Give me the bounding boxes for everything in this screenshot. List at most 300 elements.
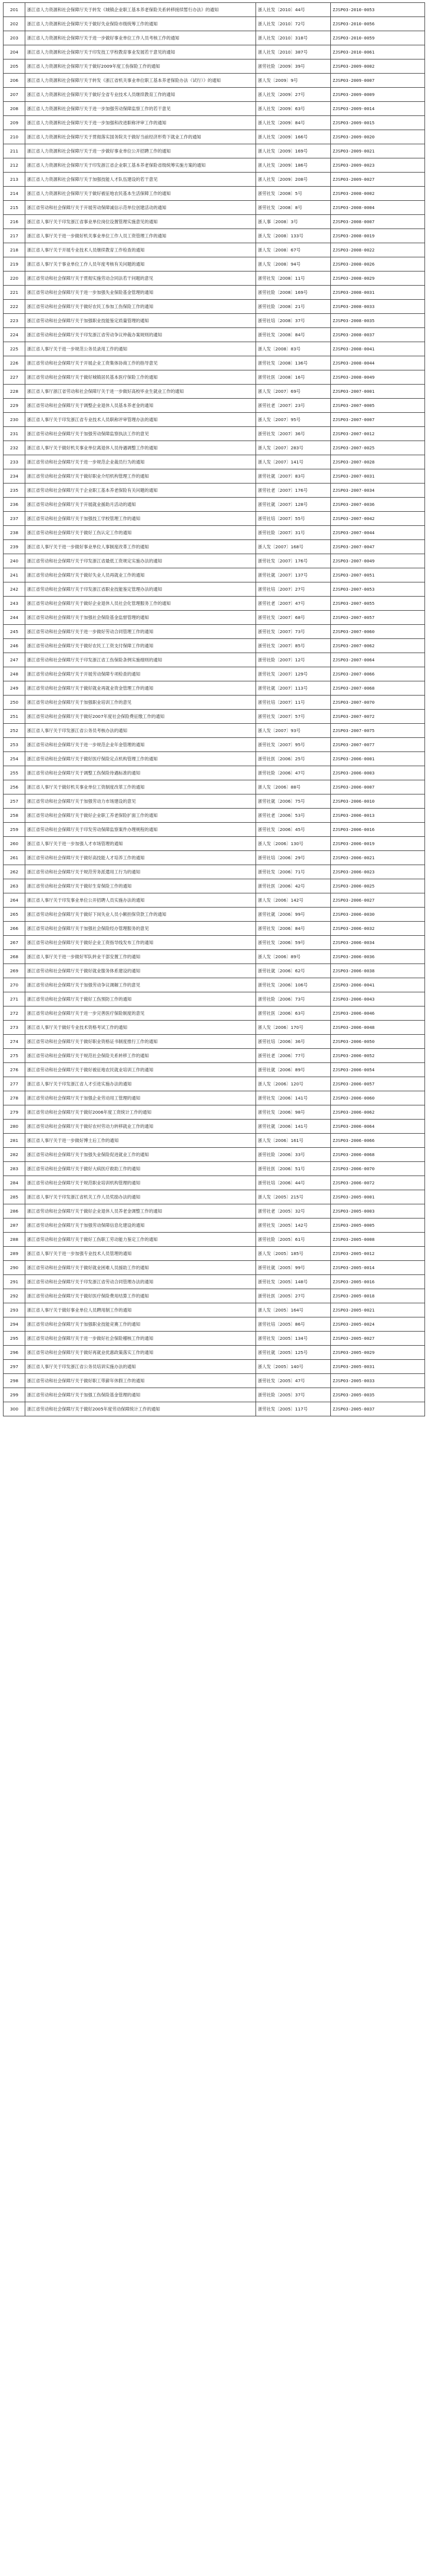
row-number: 237 <box>4 512 25 526</box>
registration-code: ZJSP03-2009-0015 <box>331 116 425 130</box>
document-number: 浙劳社险〔2005〕37号 <box>256 1388 331 1402</box>
document-number: 浙人社发〔2009〕84号 <box>256 116 331 130</box>
document-number: 浙劳社发〔2005〕47号 <box>256 1374 331 1388</box>
document-title: 浙江省劳动和社会保障厅关于加强失业保险促进就业工作的通知 <box>25 1148 256 1162</box>
table-row <box>4 738 425 752</box>
row-number: 246 <box>4 639 25 653</box>
row-number: 299 <box>4 1388 25 1402</box>
table-row <box>4 653 425 667</box>
document-title: 浙江省人力资源和社会保障厅关于贯彻落实国务院关于做好当前经济形势下就业工作的通知 <box>25 130 256 144</box>
table-row <box>4 342 425 356</box>
registration-code: ZJSP03-2008-0033 <box>331 300 425 314</box>
document-title: 浙江省劳动和社会保障厅关于做好再就业优惠政策落实工作的通知 <box>25 1346 256 1360</box>
registration-code: ZJSP03-2008-0044 <box>331 356 425 370</box>
registration-code: ZJSP03-2009-0007 <box>331 74 425 88</box>
table-row <box>4 582 425 597</box>
document-number: 浙劳社就〔2006〕62号 <box>256 964 331 978</box>
row-number: 283 <box>4 1162 25 1176</box>
row-number: 228 <box>4 385 25 399</box>
document-number: 浙人发〔2007〕168号 <box>256 540 331 554</box>
registration-code: ZJSP03-2007-0001 <box>331 385 425 399</box>
document-number: 浙劳社发〔2007〕36号 <box>256 427 331 441</box>
row-number: 287 <box>4 1219 25 1233</box>
registration-code: ZJSP03-2009-0021 <box>331 144 425 158</box>
row-number: 218 <box>4 243 25 257</box>
row-number: 284 <box>4 1176 25 1190</box>
table-row <box>4 1332 425 1346</box>
document-title: 浙江省劳动和社会保障厅关于做好工伤认定工作的通知 <box>25 526 256 540</box>
row-number: 275 <box>4 1049 25 1063</box>
row-number: 227 <box>4 370 25 385</box>
registration-code: ZJSP03-2007-0036 <box>331 498 425 512</box>
registration-code: ZJSP03-2006-0064 <box>331 1120 425 1134</box>
table-row <box>4 173 425 187</box>
row-number: 249 <box>4 681 25 696</box>
registration-code: ZJSP03-2005-0014 <box>331 1261 425 1275</box>
document-number: 浙劳社险〔2009〕39号 <box>256 59 331 74</box>
registration-code: ZJSP03-2007-0005 <box>331 399 425 413</box>
document-title: 浙江省劳动和社会保障厅关于进一步规范企业年金管理的通知 <box>25 738 256 752</box>
document-number: 浙人发〔2007〕69号 <box>256 385 331 399</box>
document-title: 浙江省劳动和社会保障厅关于做好职工带薪年休假工作的通知 <box>25 1374 256 1388</box>
table-row <box>4 286 425 300</box>
registration-code: ZJSP03-2008-0029 <box>331 271 425 286</box>
row-number: 222 <box>4 300 25 314</box>
document-number: 浙劳社发〔2005〕142号 <box>256 1219 331 1233</box>
registration-code: ZJSP03-2005-0016 <box>331 1275 425 1289</box>
document-title: 浙江省劳动和社会保障厅关于做好2007年度社会保险费征缴工作的通知 <box>25 710 256 724</box>
table-row <box>4 964 425 978</box>
registration-code: ZJSP03-2006-0057 <box>331 1077 425 1091</box>
row-number: 245 <box>4 625 25 639</box>
table-row <box>4 1105 425 1120</box>
document-title: 浙江省人事厅关于做好事业单位人员聘用制工作的通知 <box>25 1303 256 1317</box>
document-number: 浙劳社医〔2006〕51号 <box>256 1162 331 1176</box>
table-row <box>4 823 425 837</box>
document-title: 浙江省劳动和社会保障厅关于规范社会保险关系转移工作的通知 <box>25 1049 256 1063</box>
registration-code: ZJSP03-2008-0007 <box>331 215 425 229</box>
registration-code: ZJSP03-2007-0028 <box>331 455 425 469</box>
document-number: 浙人社发〔2009〕63号 <box>256 102 331 116</box>
table-row <box>4 102 425 116</box>
registration-code: ZJSP03-2009-0014 <box>331 102 425 116</box>
document-number: 浙人发〔2007〕141号 <box>256 455 331 469</box>
document-title: 浙江省劳动和社会保障厅关于进一步做好社会保险稽核工作的通知 <box>25 1332 256 1346</box>
document-number: 浙劳社险〔2007〕12号 <box>256 653 331 667</box>
document-number: 浙劳社发〔2007〕68号 <box>256 611 331 625</box>
registration-code: ZJSP03-2007-0042 <box>331 512 425 526</box>
registration-code: ZJSP03-2007-0066 <box>331 667 425 681</box>
registration-code: ZJSP03-2006-0013 <box>331 809 425 823</box>
registration-code: ZJSP03-2008-0031 <box>331 286 425 300</box>
registration-code: ZJSP03-2006-0007 <box>331 780 425 794</box>
document-title: 浙江省人事厅关于印发浙江省公务员培训实施办法的通知 <box>25 1360 256 1374</box>
document-number: 浙劳社就〔2007〕128号 <box>256 498 331 512</box>
document-sheet <box>3 2 425 1416</box>
registration-code: ZJSP03-2006-0027 <box>331 893 425 908</box>
table-row <box>4 1346 425 1360</box>
document-number: 浙劳社发〔2006〕84号 <box>256 922 331 936</box>
document-title: 浙江省劳动和社会保障厅关于进一步规范企业裁员行为的通知 <box>25 455 256 469</box>
document-number: 浙劳社险〔2006〕73号 <box>256 992 331 1006</box>
registration-code: ZJSP03-2006-0021 <box>331 851 425 865</box>
table-row <box>4 116 425 130</box>
registration-code: ZJSP03-2005-0001 <box>331 1190 425 1204</box>
document-title: 浙江省人力资源和社会保障厅关于进一步加强劳动保障监察工作的若干意见 <box>25 102 256 116</box>
document-number: 浙人发〔2006〕88号 <box>256 780 331 794</box>
document-title: 浙江省劳动和社会保障厅关于做好企业退休人员养老金调整工作的通知 <box>25 1204 256 1219</box>
row-number: 295 <box>4 1332 25 1346</box>
row-number: 272 <box>4 1006 25 1021</box>
table-row <box>4 512 425 526</box>
document-title: 浙江省劳动和社会保障厅关于做好职业资格证书制度推行工作的通知 <box>25 1035 256 1049</box>
document-title: 浙江省劳动和社会保障厅关于做好2005年度劳动保障统计工作的通知 <box>25 1402 256 1416</box>
registration-code: ZJSP03-2005-0021 <box>331 1303 425 1317</box>
table-row <box>4 667 425 681</box>
document-number: 浙人社发〔2010〕387号 <box>256 45 331 59</box>
registration-code: ZJSP03-2009-0002 <box>331 59 425 74</box>
row-number: 260 <box>4 837 25 851</box>
document-number: 浙劳社就〔2005〕125号 <box>256 1346 331 1360</box>
registration-code: ZJSP03-2005-0018 <box>331 1289 425 1303</box>
document-title: 浙江省劳动和社会保障厅关于加强工伤保险基金管理的通知 <box>25 1388 256 1402</box>
document-number: 浙劳社培〔2006〕44号 <box>256 1176 331 1190</box>
document-number: 浙劳社老〔2007〕176号 <box>256 484 331 498</box>
document-title: 浙江省人事厅关于进一步做好事业单位人事制度改革工作的通知 <box>25 540 256 554</box>
document-number: 浙劳社医〔2006〕42号 <box>256 879 331 893</box>
table-row <box>4 710 425 724</box>
registration-code: ZJSP03-2006-0034 <box>331 936 425 950</box>
row-number: 279 <box>4 1105 25 1120</box>
table-row <box>4 1176 425 1190</box>
document-title: 浙江省劳动和社会保障厅关于开展劳动保障专项检查的通知 <box>25 667 256 681</box>
table-row <box>4 1289 425 1303</box>
document-number: 浙人社发〔2010〕72号 <box>256 17 331 31</box>
document-title: 浙江省人力资源和社会保障厅关于转发《城镇企业职工基本养老保险关系转移接续暂行办法》的通知 <box>25 3 256 17</box>
document-number: 浙人发〔2006〕142号 <box>256 893 331 908</box>
document-number: 浙劳社就〔2007〕113号 <box>256 681 331 696</box>
document-title: 浙江省人事厅关于印发浙江省公务员考核办法的通知 <box>25 724 256 738</box>
registration-code: ZJSP03-2007-0047 <box>331 540 425 554</box>
document-number: 浙劳社就〔2006〕141号 <box>256 1120 331 1134</box>
registration-code: ZJSP03-2007-0049 <box>331 554 425 568</box>
table-row <box>4 1219 425 1233</box>
registration-code: ZJSP03-2005-0005 <box>331 1219 425 1233</box>
document-number: 浙劳社老〔2007〕47号 <box>256 597 331 611</box>
table-row <box>4 1190 425 1204</box>
row-number: 248 <box>4 667 25 681</box>
document-title: 浙江省劳动和社会保障厅关于做好2006年度工资统计工作的通知 <box>25 1105 256 1120</box>
registration-code: ZJSP03-2005-0008 <box>331 1233 425 1247</box>
table-row <box>4 766 425 780</box>
table-row <box>4 45 425 59</box>
row-number: 280 <box>4 1120 25 1134</box>
registration-code: ZJSP03-2005-0024 <box>331 1317 425 1332</box>
table-row <box>4 314 425 328</box>
row-number: 273 <box>4 1021 25 1035</box>
table-row <box>4 1402 425 1416</box>
document-title: 浙江省劳动和社会保障厅关于做好企业退休人员社会化管理服务工作的通知 <box>25 597 256 611</box>
registration-code: ZJSP03-2008-0041 <box>331 342 425 356</box>
document-title: 浙江省劳动和社会保障厅关于加强企业劳动用工管理的通知 <box>25 1091 256 1105</box>
row-number: 300 <box>4 1402 25 1416</box>
document-title: 浙江省劳动和社会保障厅关于做好下岗失业人员小额担保贷款工作的通知 <box>25 908 256 922</box>
table-row <box>4 794 425 809</box>
row-number: 290 <box>4 1261 25 1275</box>
table-row <box>4 978 425 992</box>
row-number: 231 <box>4 427 25 441</box>
document-number: 浙劳社发〔2008〕5号 <box>256 187 331 201</box>
table-row <box>4 1035 425 1049</box>
table-row <box>4 271 425 286</box>
row-number: 217 <box>4 229 25 243</box>
row-number: 289 <box>4 1247 25 1261</box>
registration-code: ZJSP03-2005-0027 <box>331 1332 425 1346</box>
row-number: 219 <box>4 257 25 271</box>
registration-code: ZJSP03-2006-0050 <box>331 1035 425 1049</box>
document-title: 浙江省人事厅关于事业单位工作人员年度考核有关问题的通知 <box>25 257 256 271</box>
table-row <box>4 1148 425 1162</box>
row-number: 254 <box>4 752 25 766</box>
registration-code: ZJSP03-2006-0001 <box>331 752 425 766</box>
registration-code: ZJSP03-2006-0054 <box>331 1063 425 1077</box>
registration-code: ZJSP03-2007-0068 <box>331 681 425 696</box>
document-title: 浙江省人力资源和社会保障厅关于进一步加强和改进职称评审工作的通知 <box>25 116 256 130</box>
document-title: 浙江省劳动和社会保障厅关于做好医疗保险定点机构管理工作的通知 <box>25 752 256 766</box>
table-row <box>4 950 425 964</box>
row-number: 292 <box>4 1289 25 1303</box>
row-number: 240 <box>4 554 25 568</box>
document-number: 浙人发〔2006〕120号 <box>256 1077 331 1091</box>
document-number: 浙劳社发〔2006〕45号 <box>256 823 331 837</box>
row-number: 267 <box>4 936 25 950</box>
document-title: 浙江省人力资源和社会保障厅关于做好全省专业技术人员继续教育工作的通知 <box>25 88 256 102</box>
registration-code: ZJSP03-2007-0075 <box>331 724 425 738</box>
table-row <box>4 215 425 229</box>
document-title: 浙江省劳动和社会保障厅关于加强职业技能竞赛工作的通知 <box>25 1317 256 1332</box>
registration-code: ZJSP03-2008-0004 <box>331 201 425 215</box>
document-title: 浙江省人事厅关于印发浙江省事业单位岗位设置管理实施意见的通知 <box>25 215 256 229</box>
document-title: 浙江省劳动和社会保障厅关于印发浙江省劳动合同管理办法的通知 <box>25 1275 256 1289</box>
table-row <box>4 639 425 653</box>
table-row <box>4 724 425 738</box>
document-title: 浙江省劳动和社会保障厅关于进一步加强失业保险基金管理的通知 <box>25 286 256 300</box>
row-number: 216 <box>4 215 25 229</box>
table-row <box>4 1077 425 1091</box>
row-number: 268 <box>4 950 25 964</box>
document-title: 浙江省劳动和社会保障厅关于加强技工学校管理工作的通知 <box>25 512 256 526</box>
registration-code: ZJSP03-2006-0038 <box>331 964 425 978</box>
document-title: 浙江省劳动和社会保障厅关于做好高技能人才培养工作的通知 <box>25 851 256 865</box>
document-title: 浙江省人事厅关于做好机关事业单位离退休人员待遇调整工作的通知 <box>25 441 256 455</box>
table-row <box>4 752 425 766</box>
row-number: 258 <box>4 809 25 823</box>
document-title: 浙江省人力资源和社会保障厅关于做好2009年度工伤保险工作的通知 <box>25 59 256 74</box>
row-number: 236 <box>4 498 25 512</box>
row-number: 206 <box>4 74 25 88</box>
row-number: 203 <box>4 31 25 45</box>
row-number: 270 <box>4 978 25 992</box>
table-row <box>4 681 425 696</box>
table-row <box>4 441 425 455</box>
document-number: 浙人事〔2008〕3号 <box>256 215 331 229</box>
document-number: 浙劳社险〔2006〕47号 <box>256 766 331 780</box>
table-row <box>4 1134 425 1148</box>
registration-code: ZJSP03-2006-0032 <box>331 922 425 936</box>
document-number: 浙人社发〔2009〕166号 <box>256 130 331 144</box>
registration-code: ZJSP03-2005-0033 <box>331 1374 425 1388</box>
registration-code: ZJSP03-2005-0031 <box>331 1360 425 1374</box>
document-number: 浙人发〔2008〕67号 <box>256 243 331 257</box>
table-row <box>4 356 425 370</box>
table-row <box>4 31 425 45</box>
document-number: 浙人发〔2009〕9号 <box>256 74 331 88</box>
row-number: 230 <box>4 413 25 427</box>
document-title: 浙江省人力资源和社会保障厅关于印发浙江省企业职工基本养老保险省级统筹实施方案的通知 <box>25 158 256 173</box>
row-number: 252 <box>4 724 25 738</box>
registration-code: ZJSP03-2008-0035 <box>331 314 425 328</box>
row-number: 286 <box>4 1204 25 1219</box>
table-row <box>4 484 425 498</box>
document-title: 浙江省人事厅关于印发事业单位公开招聘人员实施办法的通知 <box>25 893 256 908</box>
row-number: 204 <box>4 45 25 59</box>
table-row <box>4 229 425 243</box>
document-number: 浙劳社发〔2006〕71号 <box>256 865 331 879</box>
table-row <box>4 144 425 158</box>
document-title: 浙江省劳动和社会保障厅关于做好农村劳动力转移就业工作的通知 <box>25 1120 256 1134</box>
registration-code: ZJSP03-2010-0053 <box>331 3 425 17</box>
document-number: 浙劳社发〔2007〕129号 <box>256 667 331 681</box>
document-title: 浙江省人力资源和社会保障厅关于进一步做好事业单位工作人员考核工作的通知 <box>25 31 256 45</box>
row-number: 226 <box>4 356 25 370</box>
table-row <box>4 1162 425 1176</box>
table-row <box>4 1006 425 1021</box>
document-number: 浙劳社发〔2006〕59号 <box>256 936 331 950</box>
table-row <box>4 696 425 710</box>
row-number: 212 <box>4 158 25 173</box>
registration-code: ZJSP03-2007-0057 <box>331 611 425 625</box>
document-title: 浙江省劳动和社会保障厅关于贯彻实施劳动合同法若干问题的意见 <box>25 271 256 286</box>
registration-code: ZJSP03-2007-0062 <box>331 639 425 653</box>
table-row <box>4 74 425 88</box>
document-title: 浙江省劳动和社会保障厅关于印发浙江省劳动争议仲裁办案规则的通知 <box>25 328 256 342</box>
row-number: 241 <box>4 568 25 582</box>
document-number: 浙劳社就〔2006〕89号 <box>256 1063 331 1077</box>
regulations-table <box>3 2 425 1416</box>
table-body <box>4 3 425 1416</box>
registration-code: ZJSP03-2008-0022 <box>331 243 425 257</box>
registration-code: ZJSP03-2009-0020 <box>331 130 425 144</box>
document-number: 浙劳社医〔2008〕16号 <box>256 370 331 385</box>
table-row <box>4 1233 425 1247</box>
document-title: 浙江省劳动和社会保障厅关于加强劳动争议调解工作的意见 <box>25 978 256 992</box>
table-row <box>4 1261 425 1275</box>
row-number: 224 <box>4 328 25 342</box>
document-title: 浙江省劳动和社会保障厅关于规范劳务派遣用工行为的通知 <box>25 865 256 879</box>
registration-code: ZJSP03-2007-0025 <box>331 441 425 455</box>
row-number: 294 <box>4 1317 25 1332</box>
registration-code: ZJSP03-2006-0010 <box>331 794 425 809</box>
document-title: 浙江省人事厅关于进一步做好军队转业干部安置工作的通知 <box>25 950 256 964</box>
registration-code: ZJSP03-2007-0064 <box>331 653 425 667</box>
document-number: 浙劳社培〔2008〕37号 <box>256 314 331 328</box>
document-title: 浙江省劳动和社会保障厅关于做好企业工资指导线发布工作的通知 <box>25 936 256 950</box>
table-row <box>4 809 425 823</box>
document-number: 浙劳社老〔2007〕23号 <box>256 399 331 413</box>
document-number: 浙人社发〔2009〕208号 <box>256 173 331 187</box>
table-row <box>4 865 425 879</box>
row-number: 288 <box>4 1233 25 1247</box>
row-number: 259 <box>4 823 25 837</box>
document-title: 浙江省劳动和社会保障厅关于加强劳动保障信息化建设的通知 <box>25 1219 256 1233</box>
document-number: 浙劳社险〔2006〕33号 <box>256 1148 331 1162</box>
document-number: 浙人发〔2005〕215号 <box>256 1190 331 1204</box>
document-number: 浙劳社发〔2007〕176号 <box>256 554 331 568</box>
document-title: 浙江省人力资源和社会保障厅关于转发《浙江省机关事业单位职工基本养老保险办法（试行）》的通知 <box>25 74 256 88</box>
document-number: 浙人发〔2005〕185号 <box>256 1247 331 1261</box>
table-row <box>4 88 425 102</box>
table-row <box>4 1360 425 1374</box>
table-row <box>4 399 425 413</box>
document-title: 浙江省劳动和社会保障厅关于开展企业工资集体协商工作的指导意见 <box>25 356 256 370</box>
document-number: 浙人发〔2008〕94号 <box>256 257 331 271</box>
row-number: 269 <box>4 964 25 978</box>
table-row <box>4 540 425 554</box>
document-number: 浙劳社老〔2006〕77号 <box>256 1049 331 1063</box>
registration-code: ZJSP03-2006-0041 <box>331 978 425 992</box>
row-number: 213 <box>4 173 25 187</box>
document-number: 浙人发〔2005〕140号 <box>256 1360 331 1374</box>
registration-code: ZJSP03-2006-0046 <box>331 1006 425 1021</box>
document-number: 浙劳社发〔2005〕134号 <box>256 1332 331 1346</box>
row-number: 235 <box>4 484 25 498</box>
table-row <box>4 201 425 215</box>
document-number: 浙劳社险〔2008〕21号 <box>256 300 331 314</box>
registration-code: ZJSP03-2006-0060 <box>331 1091 425 1105</box>
registration-code: ZJSP03-2005-0037 <box>331 1402 425 1416</box>
table-row <box>4 1120 425 1134</box>
document-number: 浙劳社发〔2007〕57号 <box>256 710 331 724</box>
row-number: 281 <box>4 1134 25 1148</box>
document-title: 浙江省劳动和社会保障厅关于印发劳动保障监察案件办理规程的通知 <box>25 823 256 837</box>
row-number: 209 <box>4 116 25 130</box>
document-title: 浙江省劳动和社会保障厅关于加强社会保险基金监督管理的通知 <box>25 611 256 625</box>
table-row <box>4 300 425 314</box>
table-row <box>4 1049 425 1063</box>
document-title: 浙江省劳动和社会保障厅关于加强职业培训工作的意见 <box>25 696 256 710</box>
document-number: 浙劳社发〔2008〕11号 <box>256 271 331 286</box>
document-number: 浙人发〔2005〕164号 <box>256 1303 331 1317</box>
table-row <box>4 370 425 385</box>
registration-code: ZJSP03-2006-0016 <box>331 823 425 837</box>
document-title: 浙江省劳动和社会保障厅关于做好农民工参加工伤保险工作的通知 <box>25 300 256 314</box>
document-title: 浙江省劳动和社会保障厅关于做好农民工工资支付保障工作的通知 <box>25 639 256 653</box>
document-title: 浙江省劳动和社会保障厅关于印发浙江省职业技能鉴定管理办法的通知 <box>25 582 256 597</box>
row-number: 247 <box>4 653 25 667</box>
document-title: 浙江省劳动和社会保障厅关于做好就业服务体系建设的通知 <box>25 964 256 978</box>
registration-code: ZJSP03-2009-0009 <box>331 88 425 102</box>
document-title: 浙江省劳动和社会保障厅关于调整企业退休人员基本养老金的通知 <box>25 399 256 413</box>
document-number: 浙劳社发〔2008〕8号 <box>256 201 331 215</box>
registration-code: ZJSP03-2009-0023 <box>331 158 425 173</box>
table-row <box>4 780 425 794</box>
table-row <box>4 893 425 908</box>
document-number: 浙劳社培〔2007〕27号 <box>256 582 331 597</box>
document-title: 浙江省劳动和社会保障厅关于做好大病医疗救助工作的通知 <box>25 1162 256 1176</box>
registration-code: ZJSP03-2006-0003 <box>331 766 425 780</box>
document-title: 浙江省劳动和社会保障厅关于进一步做好劳动合同管理工作的通知 <box>25 625 256 639</box>
table-row <box>4 17 425 31</box>
